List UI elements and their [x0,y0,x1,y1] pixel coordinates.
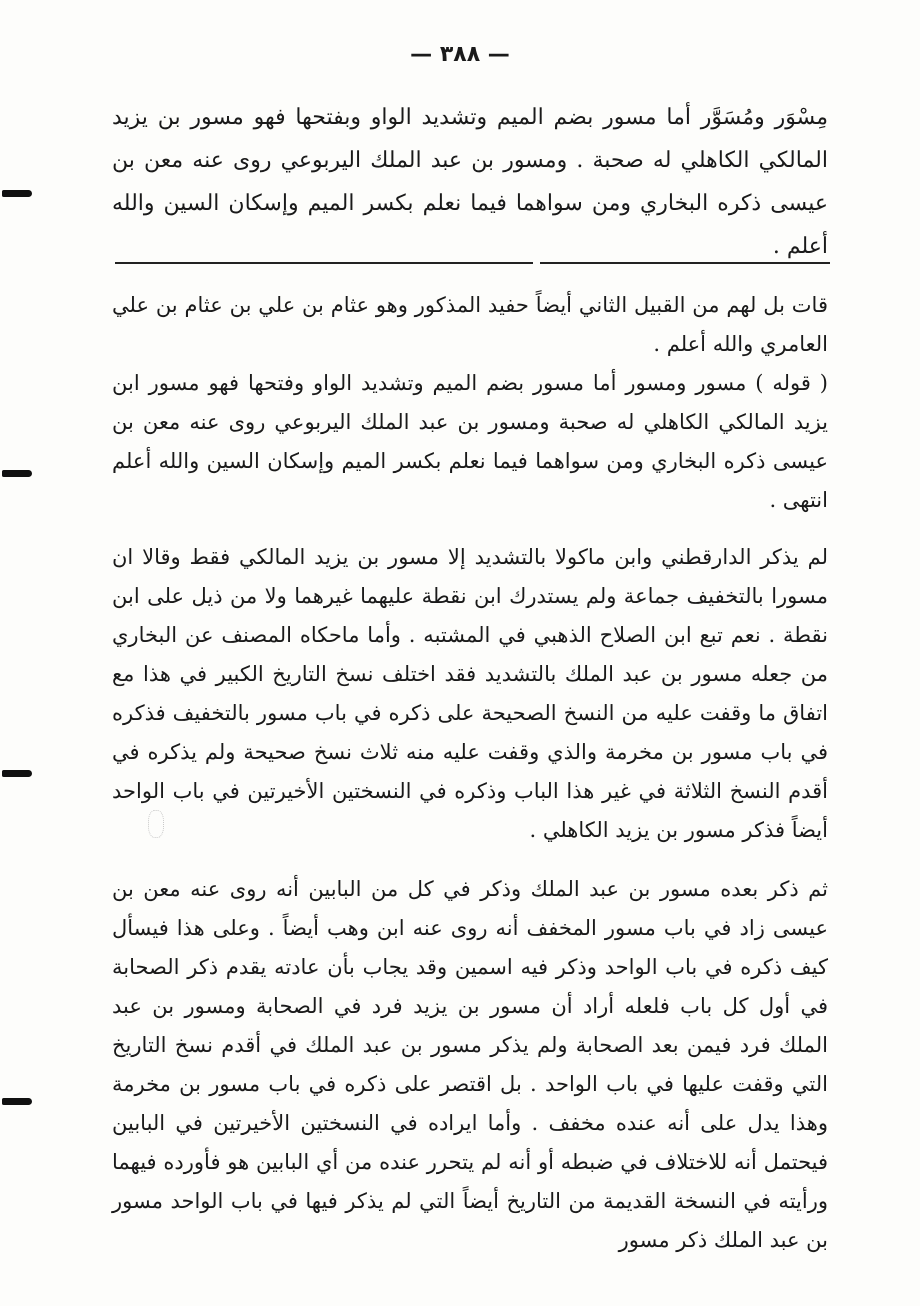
commentary-paragraph-3: لم يذكر الدارقطني وابن ماكولا بالتشديد إلا مسور بن يزيد المالكي فقط وقالا ان مسورا بالتخفيف جماعة ولم يستدرك ابن نقطة عليهما غيرهما ولا من ذيل على ابن نقطة . نعم تبع ابن الصلاح الذهبي في المشتبه . وأما ماحكاه المصنف عن البخاري من جعله مسور بن عبد الملك بالتشديد فقد اختلف نسخ التاريخ الكبير في هذا مع اتفاق ما وقفت عليه من النسخ الصحيحة على ذكره في باب مسور بالتخفيف فذكره في باب مسور بن مخرمة والذي وقفت عليه منه ثلاث نسخ صحيحة ولم يذكره في أقدم النسخ الثلاثة في غير هذا الباب وذكره في النسختين الأخيرتين في باب الواحد أيضاً فذكر مسور بن يزيد الكاهلي . [112,545,828,842]
margin-mark [2,470,32,477]
main-paragraph: مِسْوَر ومُسَوَّر أما مسور بضم الميم وتشديد الواو وبفتحها فهو مسور بن يزيد المالكي الكاهلي له صحبة . ومسور بن عبد الملك اليربوعي روى عنه معن بن عيسى ذكره البخاري ومن سواهما فيما نعلم بكسر الميم وإسكان السين والله أعلم . [112,105,828,259]
commentary-block-1 [112,286,828,520]
page-number: — ٣٨٨ — [410,42,510,67]
footnote-divider-right [540,262,830,264]
margin-mark [2,1098,32,1105]
commentary-paragraph-2: ( قوله ) مسور ومسور أما مسور بضم الميم وتشديد الواو وفتحها فهو مسور ابن يزيد المالكي الكاهلي له صحبة ومسور بن عبد الملك اليربوعي روى عنه معن بن عيسى ذكره البخاري ومن سواهما فيما نعلم بكسر الميم وإسكان السين والله أعلم انتهى . [112,371,828,512]
commentary-paragraph-4: ثم ذكر بعده مسور بن عبد الملك وذكر في كل من البابين أنه روى عنه معن بن عيسى زاد في باب مسور المخفف أنه روى عنه ابن وهب أيضاً . وعلى هذا فيسأل كيف ذكره في باب الواحد وذكر فيه اسمين وقد يجاب بأن عادته يقدم ذكر الصحابة في أول كل باب فلعله أراد أن مسور بن يزيد فرد في الصحابة ومسور بن عبد الملك فرد فيمن بعد الصحابة ولم يذكر مسور بن عبد الملك في أقدم نسخ التاريخ التي وقفت عليها في باب الواحد . بل اقتصر على ذكره في باب مسور بن مخرمة وهذا يدل على أنه عنده مخفف . وأما ايراده في النسختين الأخيرتين في البابين فيحتمل أنه للاختلاف في ضبطه أو أنه لم يتحرر عنده من أي البابين هو فأورده فيهما ورأيته في النسخة القديمة من التاريخ أيضاً التي لم يذكر فيها في باب الواحد مسور بن عبد الملك ذكر مسور [112,877,828,1252]
paper-smudge [148,810,164,838]
margin-mark [2,770,32,777]
margin-mark [2,190,32,197]
main-text-block [112,96,828,268]
footnote-divider-left [115,262,533,264]
commentary-block-3 [112,870,828,1260]
commentary-paragraph-1: قات بل لهم من القبيل الثاني أيضاً حفيد المذكور وهو عثام بن علي بن عثام بن علي العامري والله أعلم . [112,293,828,356]
commentary-block-2 [112,538,828,850]
